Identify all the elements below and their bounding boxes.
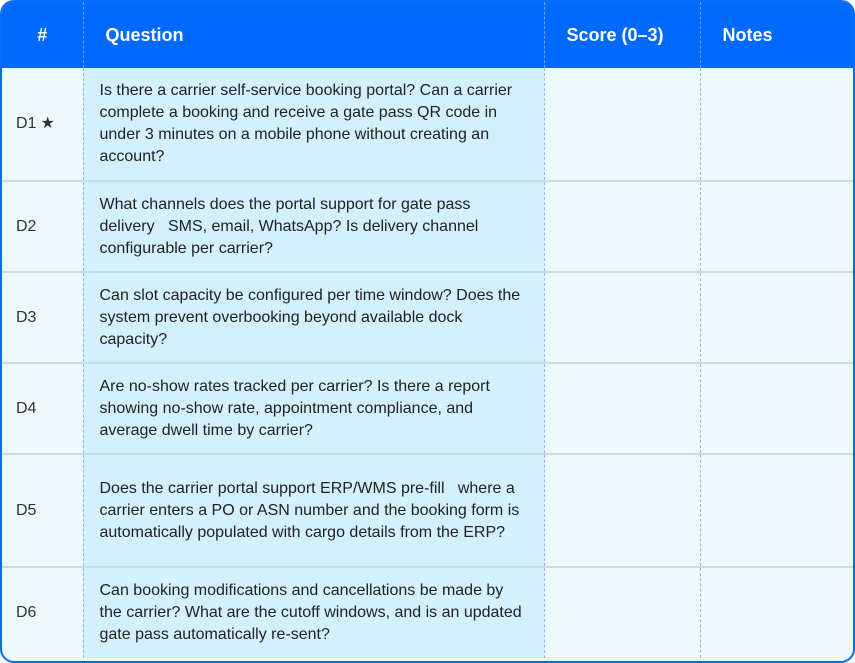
evaluation-table	[2, 2, 853, 658]
table-row	[2, 567, 853, 658]
score-cell[interactable]	[544, 68, 700, 181]
score-cell[interactable]	[544, 567, 700, 658]
row-question: Can booking modifications and cancellations be made by the carrier? What are the cutoff windows, and is an updated gate pass automatically re-sent?	[83, 567, 544, 658]
header-question: Question	[83, 2, 544, 68]
notes-cell[interactable]	[700, 68, 853, 181]
score-cell[interactable]	[544, 272, 700, 363]
notes-cell[interactable]	[700, 363, 853, 454]
table-header-row	[2, 2, 853, 68]
notes-cell[interactable]	[700, 454, 853, 567]
header-num: #	[2, 2, 83, 68]
row-question: What channels does the portal support for gate pass delivery SMS, email, WhatsApp? Is delivery channel configurable per carrier?	[83, 181, 544, 272]
header-notes: Notes	[700, 2, 853, 68]
header-score: Score (0–3)	[544, 2, 700, 68]
notes-cell[interactable]	[700, 272, 853, 363]
score-cell[interactable]	[544, 363, 700, 454]
row-id: D6	[2, 567, 83, 658]
table-row	[2, 363, 853, 454]
row-id: D4	[2, 363, 83, 454]
row-id: D2	[2, 181, 83, 272]
row-question: Does the carrier portal support ERP/WMS pre-fill where a carrier enters a PO or ASN number and the booking form is automatically populated with cargo details from the ERP?	[83, 454, 544, 567]
row-question: Is there a carrier self-service booking portal? Can a carrier complete a booking and receive a gate pass QR code in under 3 minutes on a mobile phone without creating an account?	[83, 68, 544, 181]
row-id: D3	[2, 272, 83, 363]
row-id: D1 ★	[16, 115, 55, 132]
row-question: Are no-show rates tracked per carrier? Is there a report showing no-show rate, appointment compliance, and average dwell time by carrier?	[83, 363, 544, 454]
table-row	[2, 68, 853, 181]
table-row	[2, 454, 853, 567]
table-row	[2, 181, 853, 272]
score-cell[interactable]	[544, 454, 700, 567]
row-id: D5	[2, 454, 83, 567]
notes-cell[interactable]	[700, 567, 853, 658]
row-question: Can slot capacity be configured per time window? Does the system prevent overbooking beyond available dock capacity?	[83, 272, 544, 363]
notes-cell[interactable]	[700, 181, 853, 272]
table-row	[2, 272, 853, 363]
score-cell[interactable]	[544, 181, 700, 272]
star-icon: ★	[40, 115, 55, 132]
